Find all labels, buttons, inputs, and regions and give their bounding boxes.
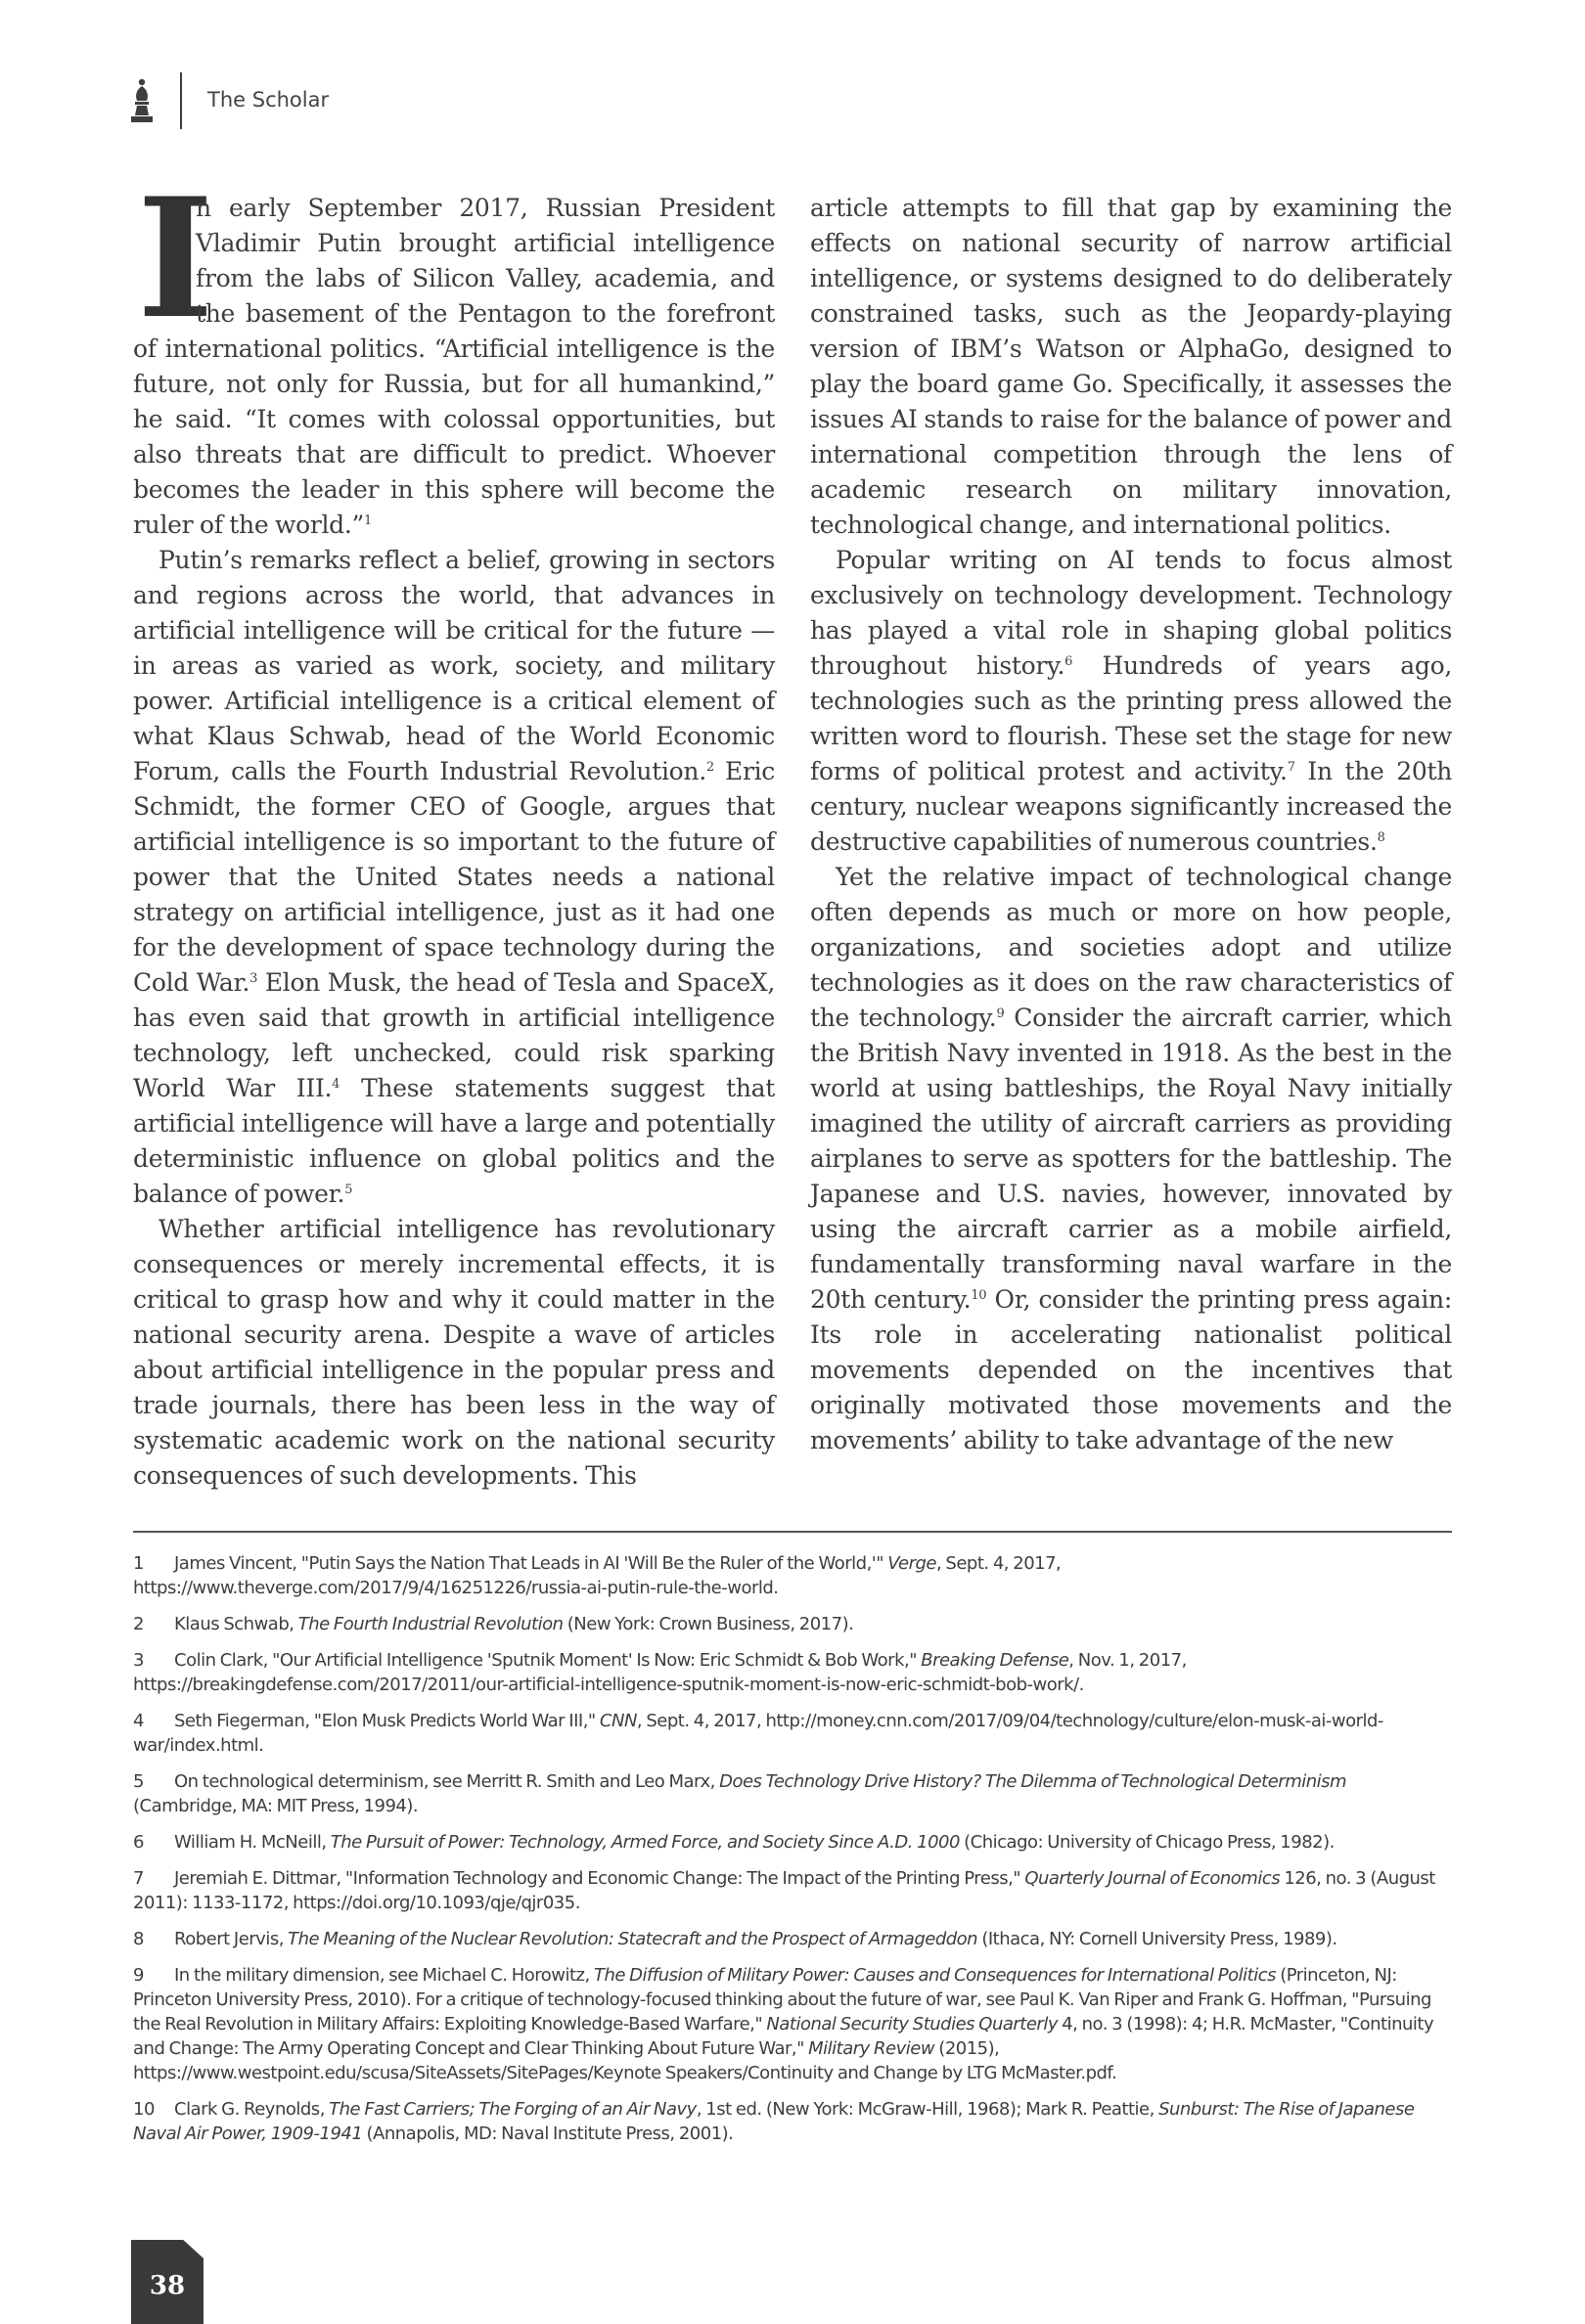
footnote-ref: 7 [1287,760,1295,775]
paragraph: Yet the relative impact of technological change often depends as much or more on how people, organizations, and societies adopt and utilize technologies as it does on the raw characteristics of the technology.$^9$ Consider the aircraft carrier, which the British Navy invented in 1918. As the best in the world at using battleships, the Royal Navy initially imagined the utility of aircraft carriers as providing airplanes to serve as spotters for the battleship. The Japanese and U.S. navies, however, innovated by using the aircraft carrier as a mobile airfield, fundamentally transforming naval warfare in the 20th century.$^{10}$ Or, consider the printing press again: Its role in accelerating nationalist political movements depended on the incentives that originally motivated those movements and the movements’ ability to take advantage of the new [810,863,1452,1454]
left-column [133,161,775,1494]
footnote-6: 6 William H. McNeill, The Pursuit of Power: Technology, Armed Force, and Society Since A.D. 1000 (Chicago: University of Chicago Press, 1982). [133,1832,1335,1853]
footnote-ref: 8 [1377,830,1385,845]
footnote-1: 1 James Vincent, "Putin Says the Nation That Leads in AI 'Will Be the Ruler of the World,'" Verge, Sept. 4, 2017, https://www.theverge.com/2017/9/4/16251226/russia-ai-putin-rule-the-world. [133,1553,1062,1598]
footnote-ref: 1 [364,514,372,528]
footnote-ref: 2 [705,760,714,775]
footnote-9: 9 In the military dimension, see Michael C. Horowitz, The Diffusion of Military Power: Causes and Consequences for International Politics (Princeton, NJ: Princeton University Press, 2010). For a critique of technology-focused thinking about the future of war, see Paul K. Van Riper and Frank G. Hoffman, "Pursuing the Real Revolution in Military Affairs: Exploiting Knowledge-Based Warfare," National Security Studies Quarterly 4, no. 3 (1998): 4; H.R. McMaster, "Continuity and Change: The Army Operating Concept and Clear Thinking About Future War," Military Review (2015), https://www.westpoint.edu/scusa/SiteAssets/SitePages/Keynote Speakers/Continuity and Change by LTG McMaster.pdf. [133,1965,1434,2083]
footnote-ref: 4 [332,1077,340,1092]
footnote-8: 8 Robert Jervis, The Meaning of the Nuclear Revolution: Statecraft and the Prospect of Armageddon (Ithaca, NY: Cornell University Press, 1989). [133,1929,1337,1949]
header-divider [180,72,182,129]
footnote-7: 7 Jeremiah E. Dittmar, "Information Technology and Economic Change: The Impact of the Printing Press," Quarterly Journal of Economics 126, no. 3 (August 2011): 1133-1172, https://doi.org/10.1093/qje/qjr035. [133,1868,1435,1913]
drop-cap: I [137,161,214,355]
footnote-divider [133,1531,1452,1533]
footnote-ref: 3 [249,971,258,986]
footnote-3: 3 Colin Clark, "Our Artificial Intelligence 'Sputnik Moment' Is Now: Eric Schmidt & Bob Work," Breaking Defense, Nov. 1, 2017, https://breakingdefense.com/2017/2011/our-artificial-intelligence-sputnik-moment-is-now-eric-schmidt-bob-work/. [133,1650,1187,1695]
footnotes [133,1551,1452,2158]
journal-title: The Scholar [207,88,330,112]
footnote-5: 5 On technological determinism, see Merritt R. Smith and Leo Marx, Does Technology Drive History? The Dilemma of Technological Determinism (Cambridge, MA: MIT Press, 1994). [133,1771,1347,1816]
right-column [810,191,1452,1458]
footnote-ref: 9 [996,1006,1005,1021]
footnote-10: 10 Clark G. Reynolds, The Fast Carriers; The Forging of an Air Navy, 1st ed. (New York: McGraw-Hill, 1968); Mark R. Peattie, Sunburst: The Rise of Japanese Naval Air Power, 1909-1941 (Annapolis, MD: Naval Institute Press, 2001). [133,2099,1415,2144]
chess-bishop-icon [127,78,157,123]
footnote-4: 4 Seth Fiegerman, "Elon Musk Predicts World War III," CNN, Sept. 4, 2017, http://money.cnn.com/2017/09/04/technology/culture/elon-musk-ai-world-war/index.html. [133,1711,1383,1756]
footnote-ref: 6 [1064,654,1073,669]
paragraph: Putin’s remarks reflect a belief, growing in sectors and regions across the world, that advances in artificial intelligence will be critical for the future — in areas as varied as work, society, and military power. Artificial intelligence is a critical element of what Klaus Schwab, head of the World Economic Forum, calls the Fourth Industrial Revolution.$^2$ Eric Schmidt, the former CEO of Google, argues that artificial intelligence is so important to the future of power that the United States needs a national strategy on artificial intelligence, just as it had one for the development of space technology during the Cold War.$^3$ Elon Musk, the head of Tesla and SpaceX, has even said that growth in artificial intelligence technology, left unchecked, could risk sparking World War III.$^4$ These statements suggest that artificial intelligence will have a large and potentially deterministic influence on global politics and the balance of power.$^5$ [133,546,775,1208]
paragraph: Whether artificial intelligence has revolutionary consequences or merely incremental effects, it is critical to grasp how and why it could matter in the national security arena. Despite a wave of articles about artificial intelligence in the popular press and trade journals, there has been less in the way of systematic academic work on the national security consequences of such developments. This [133,1215,775,1490]
footnote-2: 2 Klaus Schwab, The Fourth Industrial Revolution (New York: Crown Business, 2017). [133,1614,854,1634]
footnote-ref: 5 [344,1183,353,1197]
page-number: 38 [149,2271,186,2301]
footnote-ref: 10 [971,1288,987,1303]
paragraph: article attempts to fill that gap by examining the effects on national security of narrow artificial intelligence, or systems designed to do deliberately constrained tasks, such as the Jeopardy-playing version of IBM’s Watson or AlphaGo, designed to play the board game Go. Specifically, it assesses the issues AI stands to raise for the balance of power and international competition through the lens of academic research on military innovation, technological change, and international politics. [810,194,1452,539]
paragraph: Popular writing on AI tends to focus almost exclusively on technology development. Technology has played a vital role in shaping global politics throughout history.$^6$ Hundreds of years ago, technologies such as the printing press allowed the written word to flourish. These set the stage for new forms of political protest and activity.$^7$ In the 20th century, nuclear weapons significantly increased the destructive capabilities of numerous countries.$^8$ [810,546,1452,856]
paragraph: I n early September 2017, Russian President Vladimir Putin brought artificial intelligence from the labs of Silicon Valley, academia, and the basement of the Pentagon to the forefront of international politics. “Artificial intelligence is the future, not only for Russia, but for all humankind,” he said. “It comes with colossal opportunities, but also threats that are difficult to predict. Whoever becomes the leader in this sphere will become the ruler of the world.”$^1$ [133,161,775,539]
